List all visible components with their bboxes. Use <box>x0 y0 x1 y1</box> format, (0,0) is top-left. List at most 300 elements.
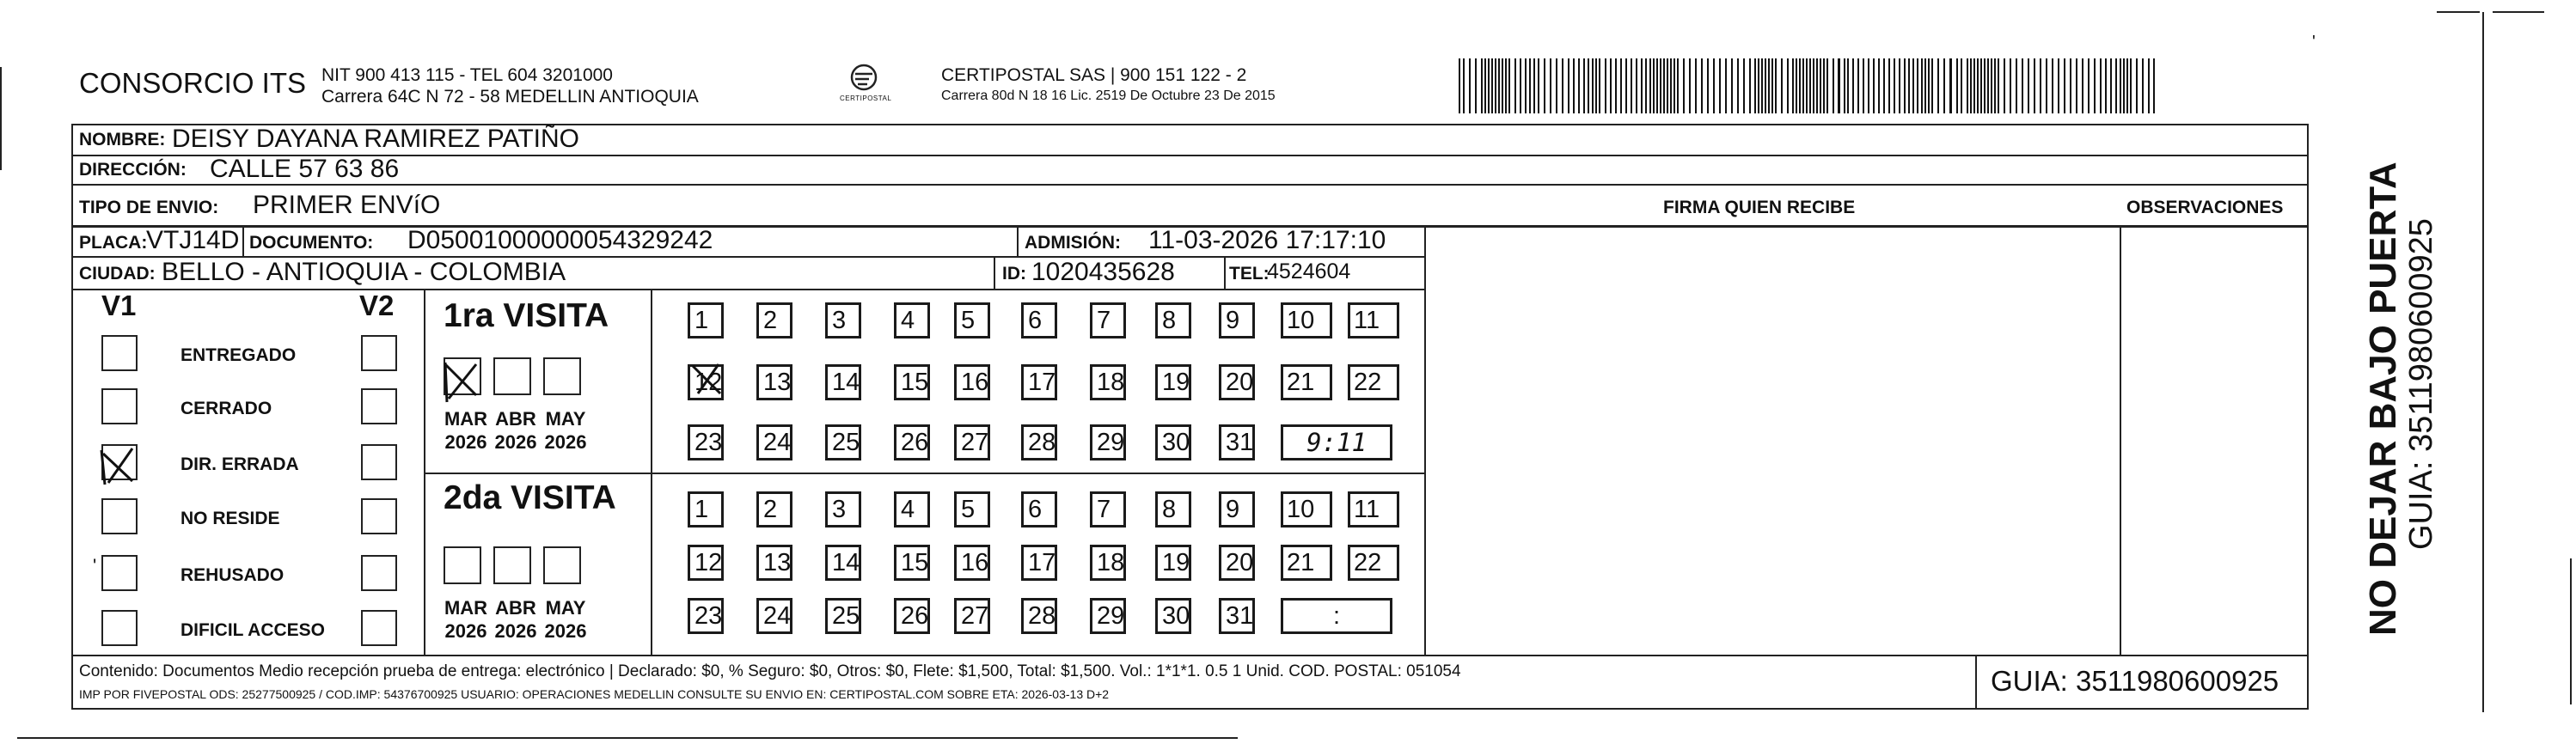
barcode-bar <box>1498 58 1500 113</box>
firma-label: FIRMA QUIEN RECIBE <box>1663 198 1856 217</box>
barcode-bar <box>1792 58 1794 113</box>
barcode-bar <box>2105 58 2107 113</box>
day-box[interactable]: 2 <box>756 491 792 528</box>
day-box[interactable]: 6 <box>1021 302 1057 338</box>
carrier-address: Carrera 80d N 18 16 Lic. 2519 De Octubre 23 De 2015 <box>941 88 1276 103</box>
edge-line <box>2493 11 2544 13</box>
month-label: MAR <box>444 408 488 430</box>
nombre-value: DEISY DAYANA RAMIREZ PATIÑO <box>172 125 579 153</box>
tel-label: TEL: <box>1229 264 1270 284</box>
day-box[interactable]: 23 <box>688 424 724 460</box>
barcode-bar <box>1683 58 1685 113</box>
barcode-bar <box>1949 58 1952 113</box>
placa-label: PLACA: <box>79 233 148 253</box>
barcode-bar <box>1599 58 1600 113</box>
direccion-label: DIRECCIÓN: <box>79 160 187 180</box>
day-box[interactable]: 27 <box>954 424 990 460</box>
barcode-bar <box>1847 58 1849 113</box>
col-line <box>651 289 652 655</box>
ciudad-value: BELLO - ANTIOQUIA - COLOMBIA <box>162 258 566 286</box>
day-box[interactable]: 15 <box>894 364 930 400</box>
barcode-bar <box>2126 58 2128 113</box>
barcode-bar <box>1663 58 1665 113</box>
barcode-bar <box>1520 58 1521 113</box>
barcode-bar <box>2058 58 2059 113</box>
barcode-bar <box>1631 58 1632 113</box>
barcode-bar <box>1852 58 1854 113</box>
v2-checkbox[interactable] <box>361 444 397 480</box>
barcode-bar <box>1749 58 1751 113</box>
carrier-nit: CERTIPOSTAL SAS | 900 151 122 - 2 <box>941 65 1247 85</box>
placa-value: VTJ14D <box>146 226 240 254</box>
footer-guia: GUIA: 3511980600925 <box>1991 665 2279 697</box>
barcode-bar <box>1991 58 1992 113</box>
month-label: ABR <box>495 408 536 430</box>
barcode-bar <box>1761 58 1763 113</box>
barcode-bar <box>1771 58 1773 113</box>
month-checkbox[interactable] <box>543 546 581 584</box>
barcode-bar <box>1544 58 1545 113</box>
barcode-bar <box>1525 58 1527 113</box>
barcode-bar <box>1649 58 1651 113</box>
barcode-bar <box>2040 58 2041 113</box>
id-label: ID: <box>1002 264 1026 284</box>
handwritten-check-dir-errada <box>98 443 141 488</box>
day-box[interactable]: 24 <box>756 598 792 634</box>
tipo-envio-value: PRIMER ENVíO <box>253 191 441 219</box>
month-label: MAY <box>545 597 586 619</box>
row-line <box>71 655 2309 656</box>
barcode-bar <box>1505 58 1507 113</box>
footer-print-info: IMP POR FIVEPOSTAL ODS: 25277500925 / COD.IMP: 54376700925 USUARIO: OPERACIONES MEDELLIN CONSULTE SU ENVIO EN: CERTIPOSTAL.COM SOBRE ETA: 2026-03-13 D+2 <box>79 687 1110 701</box>
day-box[interactable]: 1 <box>688 491 724 528</box>
time-handwritten[interactable]: 9:11 <box>1281 424 1392 460</box>
ciudad-label: CIUDAD: <box>79 264 156 284</box>
day-box[interactable]: 30 <box>1155 598 1191 634</box>
barcode-bar <box>1573 58 1575 113</box>
day-box[interactable]: 8 <box>1155 491 1191 528</box>
barcode-bar <box>1799 58 1801 113</box>
day-box[interactable]: 31 <box>1219 598 1255 634</box>
day-box[interactable]: 26 <box>894 424 930 460</box>
year-label: 2026 <box>494 431 537 453</box>
barcode-bar <box>1980 58 1982 113</box>
tel-value: 4524604 <box>1267 259 1351 284</box>
barcode-bar <box>1813 58 1814 113</box>
day-box[interactable]: 17 <box>1021 364 1057 400</box>
barcode-bar <box>1781 58 1783 113</box>
barcode-bar <box>1931 58 1933 113</box>
barcode-bar <box>1731 58 1733 113</box>
day-box[interactable]: 4 <box>894 491 930 528</box>
barcode-bar <box>2100 58 2102 113</box>
day-box[interactable]: 16 <box>954 364 990 400</box>
admision-label: ADMISIÓN: <box>1025 233 1121 253</box>
barcode-bar <box>1787 58 1789 113</box>
barcode-bar <box>1459 58 1460 113</box>
day-box[interactable]: 24 <box>756 424 792 460</box>
barcode-bar <box>1556 58 1557 113</box>
handwritten-check-mar <box>438 357 490 409</box>
row-line <box>71 155 2309 156</box>
barcode-bar <box>2088 58 2090 113</box>
row-line <box>424 473 1424 474</box>
barcode-bar <box>2130 58 2132 113</box>
day-box[interactable]: 4 <box>894 302 930 338</box>
barcode-bar <box>2052 58 2053 113</box>
barcode-bar <box>2142 58 2144 113</box>
company-address: Carrera 64C N 72 - 58 MEDELLIN ANTIOQUIA <box>321 87 699 107</box>
barcode-bar <box>2010 58 2011 113</box>
day-box[interactable]: 1 <box>688 302 724 338</box>
documento-value: D05001000000054329242 <box>407 226 713 254</box>
day-box[interactable]: 22 <box>1348 364 1399 400</box>
day-box[interactable]: 29 <box>1090 424 1126 460</box>
day-box[interactable]: 5 <box>954 302 990 338</box>
day-box[interactable]: 18 <box>1090 364 1126 400</box>
v2-checkbox[interactable] <box>361 555 397 591</box>
v1-checkbox[interactable] <box>101 555 138 591</box>
status-label: CERRADO <box>181 399 272 418</box>
row-line <box>1424 225 2309 227</box>
barcode-bar <box>1894 58 1895 113</box>
col-line <box>1224 256 1226 289</box>
barcode-bar <box>1695 58 1697 113</box>
year-label: 2026 <box>544 620 587 642</box>
barcode-bar <box>1937 58 1939 113</box>
barcode-bar <box>1533 58 1535 113</box>
barcode-bar <box>1863 58 1864 113</box>
barcode-bar <box>1502 58 1503 113</box>
day-box[interactable]: 19 <box>1155 545 1191 581</box>
col-line <box>994 256 995 289</box>
day-box[interactable]: 2 <box>756 302 792 338</box>
v2-checkbox[interactable] <box>361 498 397 534</box>
barcode-bar <box>1491 58 1493 113</box>
v1-checkbox[interactable] <box>101 388 138 424</box>
barcode-bar <box>1636 58 1637 113</box>
day-box[interactable]: 12 <box>688 364 724 400</box>
day-box[interactable]: 28 <box>1021 598 1057 634</box>
month-checkbox[interactable] <box>543 357 581 395</box>
barcode-bar <box>1878 58 1880 113</box>
barcode-bar <box>1588 58 1589 113</box>
barcode-bar <box>1868 58 1869 113</box>
corner-mark: ' <box>2312 33 2316 52</box>
edge-line <box>2570 558 2572 704</box>
barcode-bar <box>2046 58 2047 113</box>
barcode-bar <box>1994 58 1996 113</box>
barcode-bar <box>1883 58 1885 113</box>
day-box[interactable]: 30 <box>1155 424 1191 460</box>
observaciones-label: OBSERVACIONES <box>2126 198 2284 217</box>
barcode-bar <box>1809 58 1811 113</box>
barcode-bar <box>1838 58 1840 113</box>
barcode-bar <box>1592 58 1594 113</box>
side-guia: GUIA: 3511980600925 <box>2403 218 2439 550</box>
barcode-bar <box>1820 58 1821 113</box>
barcode-bar <box>1670 58 1672 113</box>
barcode-bar <box>2034 58 2035 113</box>
status-label: ENTREGADO <box>181 345 297 365</box>
barcode-bar <box>1743 58 1745 113</box>
barcode-bar <box>1888 58 1890 113</box>
barcode-bar <box>2115 58 2117 113</box>
barcode-bar <box>1956 58 1958 113</box>
col-line <box>1975 655 1977 710</box>
barcode-bar <box>2016 58 2017 113</box>
barcode-bar <box>1463 58 1465 113</box>
barcode-bar <box>2120 58 2121 113</box>
day-box[interactable]: 26 <box>894 598 930 634</box>
logo-caption: CERTIPOSTAL <box>840 95 892 102</box>
status-label: DIR. ERRADA <box>181 454 299 474</box>
day-box[interactable]: 7 <box>1090 302 1126 338</box>
barcode-bar <box>1620 58 1622 113</box>
barcode-bar <box>1475 58 1477 113</box>
day-box[interactable]: 22 <box>1348 545 1399 581</box>
status-label: DIFICIL ACCESO <box>181 620 326 640</box>
barcode-bar <box>1873 58 1875 113</box>
barcode-bar <box>2004 58 2005 113</box>
day-box[interactable]: 20 <box>1219 364 1255 400</box>
month-label: ABR <box>495 597 536 619</box>
barcode-bar <box>1578 58 1580 113</box>
barcode-bar <box>1725 58 1727 113</box>
day-box[interactable]: 28 <box>1021 424 1057 460</box>
day-box[interactable]: 7 <box>1090 491 1126 528</box>
barcode-bar <box>1857 58 1859 113</box>
barcode-bar <box>1921 58 1923 113</box>
barcode-bar <box>1605 58 1606 113</box>
month-label: MAY <box>545 408 586 430</box>
barcode-bar <box>1826 58 1828 113</box>
barcode-bar <box>1495 58 1496 113</box>
barcode-bar <box>1806 58 1808 113</box>
first-visit-title: 1ra VISITA <box>444 297 609 334</box>
barcode-bar <box>1469 58 1471 113</box>
direccion-value: CALLE 57 63 86 <box>210 155 400 183</box>
barcode-bar <box>1568 58 1569 113</box>
day-box[interactable]: 11 <box>1348 302 1399 338</box>
barcode-bar <box>1550 58 1551 113</box>
barcode-bar <box>1719 58 1721 113</box>
day-box[interactable]: 25 <box>825 598 861 634</box>
day-box[interactable]: 13 <box>756 545 792 581</box>
col-line <box>1424 225 1426 656</box>
second-visit-title: 2da VISITA <box>444 479 616 516</box>
day-box[interactable]: 5 <box>954 491 990 528</box>
v2-checkbox[interactable] <box>361 335 397 371</box>
month-checkbox[interactable] <box>493 357 531 395</box>
day-box[interactable]: 3 <box>825 302 861 338</box>
month-label: MAR <box>444 597 488 619</box>
day-box[interactable]: 9 <box>1219 491 1255 528</box>
barcode-bar <box>1583 58 1585 113</box>
admision-value: 11-03-2026 17:17:10 <box>1148 226 1386 254</box>
v1-checkbox[interactable] <box>101 498 138 534</box>
day-box[interactable]: 10 <box>1281 491 1332 528</box>
barcode-bar <box>1641 58 1643 113</box>
company-nit: NIT 900 413 115 - TEL 604 3201000 <box>321 65 613 85</box>
barcode-bar <box>1998 58 1999 113</box>
barcode-bar <box>2153 58 2155 113</box>
barcode-bar <box>1823 58 1825 113</box>
edge-line <box>2437 11 2480 13</box>
month-checkbox[interactable] <box>493 546 531 584</box>
year-label: 2026 <box>444 431 487 453</box>
day-box[interactable]: 8 <box>1155 302 1191 338</box>
time-blank[interactable]: : <box>1281 598 1392 634</box>
v2-checkbox[interactable] <box>361 388 397 424</box>
barcode-bar <box>2064 58 2065 113</box>
day-box[interactable]: 25 <box>825 424 861 460</box>
barcode-bar <box>1656 58 1658 113</box>
year-label: 2026 <box>444 620 487 642</box>
status-label: REHUSADO <box>181 565 285 585</box>
barcode-bar <box>1488 58 1490 113</box>
barcode-bar <box>2136 58 2138 113</box>
v1-heading: V1 <box>101 290 137 321</box>
barcode-bar <box>1973 58 1975 113</box>
barcode-bar <box>1673 58 1675 113</box>
barcode-bar <box>1796 58 1797 113</box>
v1-checkbox[interactable] <box>101 335 138 371</box>
barcode-bar <box>1660 58 1661 113</box>
edge-line <box>17 737 1238 739</box>
barcode-bar <box>1562 58 1563 113</box>
v2-checkbox[interactable] <box>361 610 397 646</box>
certipostal-logo <box>838 62 890 107</box>
day-box[interactable]: 11 <box>1348 491 1399 528</box>
barcode-bar <box>1701 58 1703 113</box>
barcode-bar <box>1908 58 1910 113</box>
v1-checkbox[interactable] <box>101 610 138 646</box>
day-box[interactable]: 3 <box>825 491 861 528</box>
status-label: NO RESIDE <box>181 509 280 528</box>
barcode-bar <box>1924 58 1926 113</box>
barcode-bar <box>2070 58 2071 113</box>
barcode-bar <box>1484 58 1486 113</box>
barcode-bar <box>1768 58 1770 113</box>
company-name: CONSORCIO ITS <box>79 67 307 99</box>
day-box[interactable]: 16 <box>954 545 990 581</box>
year-label: 2026 <box>494 620 537 642</box>
stray-mark: ' <box>93 555 97 576</box>
barcode-bar <box>1775 58 1777 113</box>
day-box[interactable]: 20 <box>1219 545 1255 581</box>
barcode-bar <box>1912 58 1914 113</box>
barcode-bar <box>1625 58 1627 113</box>
barcode-bar <box>1667 58 1668 113</box>
day-box[interactable]: 14 <box>825 364 861 400</box>
barcode-bar <box>1802 58 1804 113</box>
id-value: 1020435628 <box>1031 258 1175 286</box>
barcode-bar <box>2082 58 2083 113</box>
day-box[interactable]: 19 <box>1155 364 1191 400</box>
year-label: 2026 <box>544 431 587 453</box>
day-box[interactable]: 6 <box>1021 491 1057 528</box>
barcode-bar <box>2110 58 2112 113</box>
barcode-bar <box>1987 58 1989 113</box>
month-checkbox[interactable] <box>444 546 481 584</box>
barcode-bar <box>1754 58 1756 113</box>
barcode-bar <box>1737 58 1739 113</box>
barcode-bar <box>1917 58 1918 113</box>
barcode-bar <box>1765 58 1766 113</box>
barcode-bar <box>2148 58 2150 113</box>
barcode-bar <box>1677 58 1679 113</box>
day-box[interactable]: 21 <box>1281 545 1332 581</box>
col-line <box>242 227 244 256</box>
barcode-bar <box>1538 58 1539 113</box>
barcode-bar <box>2028 58 2029 113</box>
barcode-bar <box>1833 58 1834 113</box>
col-line <box>2120 225 2121 656</box>
barcode-bar <box>2022 58 2023 113</box>
barcode-bar <box>1904 58 1906 113</box>
barcode-bar <box>1645 58 1647 113</box>
barcode-bar <box>1816 58 1818 113</box>
row-line <box>71 184 2309 186</box>
barcode-bar <box>1713 58 1715 113</box>
row-line <box>71 289 1426 290</box>
barcode-bar <box>1943 58 1945 113</box>
barcode-bar <box>1844 58 1845 113</box>
barcode-bar <box>1615 58 1617 113</box>
day-box[interactable]: 18 <box>1090 545 1126 581</box>
day-box[interactable]: 17 <box>1021 545 1057 581</box>
barcode-bar <box>1758 58 1759 113</box>
barcode-bar <box>1984 58 1986 113</box>
barcode-bar <box>1508 58 1510 113</box>
day-box[interactable]: 12 <box>688 545 724 581</box>
day-box[interactable]: 15 <box>894 545 930 581</box>
barcode <box>1459 58 2160 115</box>
barcode-bar <box>2094 58 2096 113</box>
barcode-bar <box>1514 58 1516 113</box>
barcode-bar <box>1595 58 1597 113</box>
barcode-bar <box>1653 58 1655 113</box>
barcode-bar <box>1961 58 1962 113</box>
day-box[interactable]: 29 <box>1090 598 1126 634</box>
edge-line <box>0 67 2 170</box>
handwritten-check-day12 <box>688 359 727 399</box>
side-warning: NO DEJAR BAJO PUERTA <box>2362 162 2404 636</box>
day-box[interactable]: 31 <box>1219 424 1255 460</box>
day-box[interactable]: 23 <box>688 598 724 634</box>
day-box[interactable]: 21 <box>1281 364 1332 400</box>
day-box[interactable]: 13 <box>756 364 792 400</box>
tipo-envio-label: TIPO DE ENVIO: <box>79 198 219 217</box>
barcode-bar <box>1899 58 1900 113</box>
day-box[interactable]: 9 <box>1219 302 1255 338</box>
day-box[interactable]: 27 <box>954 598 990 634</box>
day-box[interactable]: 14 <box>825 545 861 581</box>
barcode-bar <box>1967 58 1968 113</box>
barcode-bar <box>1610 58 1612 113</box>
barcode-bar <box>1689 58 1691 113</box>
barcode-bar <box>1707 58 1709 113</box>
barcode-bar <box>1977 58 1979 113</box>
footer-content: Contenido: Documentos Medio recepción prueba de entrega: electrónico | Declarado: $0, % Seguro: $0, Otros: $0, Flete: $1,500, Total: $1,500. Vol.: 1*1*1. 0.5 1 Unid. COD. POSTAL: 051054 <box>79 662 1461 680</box>
barcode-bar <box>2076 58 2077 113</box>
barcode-bar <box>1481 58 1483 113</box>
documento-label: DOCUMENTO: <box>249 233 374 253</box>
barcode-bar <box>1970 58 1972 113</box>
day-box[interactable]: 10 <box>1281 302 1332 338</box>
col-line <box>424 289 425 655</box>
